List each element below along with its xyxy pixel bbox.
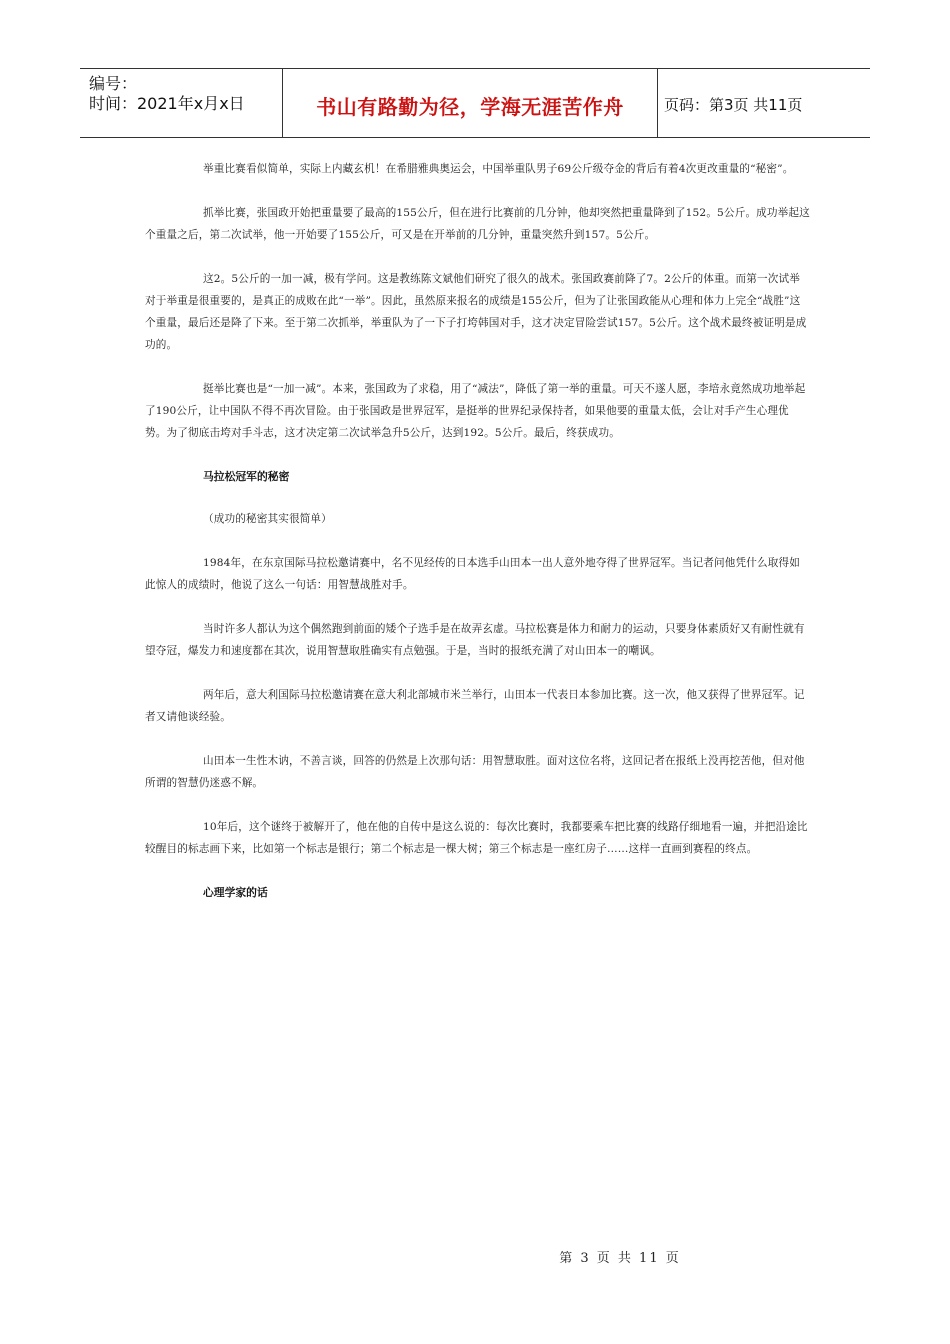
section-heading-marathon: 马拉松冠军的秘密 (203, 470, 290, 483)
section-subtitle: （成功的秘密其实很简单） (203, 513, 332, 525)
document-date: 时间：2021年x月x日 (89, 94, 245, 113)
header-page-info: 页码：第3页 共11页 (664, 96, 803, 114)
page-footer: 第 3 页 共 11 页 (559, 1251, 681, 1266)
section-heading-psychologist: 心理学家的话 (203, 886, 268, 899)
paragraph-intro: 举重比赛看似简单，实际上内藏玄机！在希腊雅典奥运会，中国举重队男子69公斤级夺金的背后有着4次更改重量的“秘密”。 (203, 163, 794, 175)
header-motto-cell (283, 69, 658, 137)
paragraph-tokyo: 1984年，在东京国际马拉松邀请赛中，名不见经传的日本选手山田本一出人意外地夺得了世界冠军。当记者问他凭什么取得如此惊人的成绩时，他说了这么一句话：用智慧战胜对手。 (145, 557, 800, 591)
paragraph-skeptics: 当时许多人都认为这个偶然跑到前面的矮个子选手是在故弄玄虚。马拉松赛是体力和耐力的运动，只要身体素质好又有耐性就有望夺冠，爆发力和速度都在其次，说用智慧取胜确实有点勉强。于是，当时的报纸充满了对山田本一的嘲讽。 (145, 623, 805, 657)
header-page-cell (658, 69, 870, 137)
paragraph-strategy: 这2。5公斤的一加一减，极有学问。这是教练陈文斌他们研究了很久的战术。张国政赛前降了7。2公斤的体重。而第一次试举对于举重是很重要的，是真正的成败在此“一举”。因此，虽然原来报名的成绩是155公斤，但为了让张国政能从心理和体力上完全“战胜”这个重量，最后还是降了下来。至于第二次抓举，举重队为了一下子打垮韩国对手，这才决定冒险尝试157。5公斤。这个战术最终被证明是成功的。 (145, 273, 807, 351)
paragraph-clean-jerk: 挺举比赛也是“一加一减”。本来，张国政为了求稳，用了“减法”，降低了第一举的重量。可天不遂人愿，李培永竟然成功地举起了190公斤，让中国队不得不再次冒险。由于张国政是世界冠军，是挺举的世界纪录保持者，如果他要的重量太低，会让对手产生心理优势。为了彻底击垮对手斗志，这才决定第二次试举急升5公斤，达到192。5公斤。最后，终获成功。 (145, 383, 806, 439)
document-body (145, 158, 810, 904)
paragraph-autobiography: 10年后，这个谜终于被解开了，他在他的自传中是这么说的：每次比赛时，我都要乘车把比赛的线路仔细地看一遍，并把沿途比较醒目的标志画下来，比如第一个标志是银行；第二个标志是一棵大树；第三个标志是一座红房子……这样一直画到赛程的终点。 (145, 821, 808, 855)
document-code-label: 编号： (89, 74, 138, 93)
header-motto: 书山有路勤为径，学海无涯苦作舟 (316, 95, 624, 119)
paragraph-reticent: 山田本一生性木讷，不善言谈，回答的仍然是上次那句话：用智慧取胜。面对这位名将，这回记者在报纸上没再挖苦他，但对他所谓的智慧仍迷惑不解。 (145, 755, 805, 789)
paragraph-milan: 两年后，意大利国际马拉松邀请赛在意大利北部城市米兰举行，山田本一代表日本参加比赛。这一次，他又获得了世界冠军。记者又请他谈经验。 (145, 689, 805, 723)
paragraph-snatch: 抓举比赛，张国政开始把重量要了最高的155公斤，但在进行比赛前的几分钟，他却突然把重量降到了152。5公斤。成功举起这个重量之后，第二次试举，他一开始要了155公斤，可又是在开举前的几分钟，重量突然升到157。5公斤。 (145, 207, 810, 241)
header-meta-cell (80, 69, 283, 137)
page-header (80, 68, 870, 138)
